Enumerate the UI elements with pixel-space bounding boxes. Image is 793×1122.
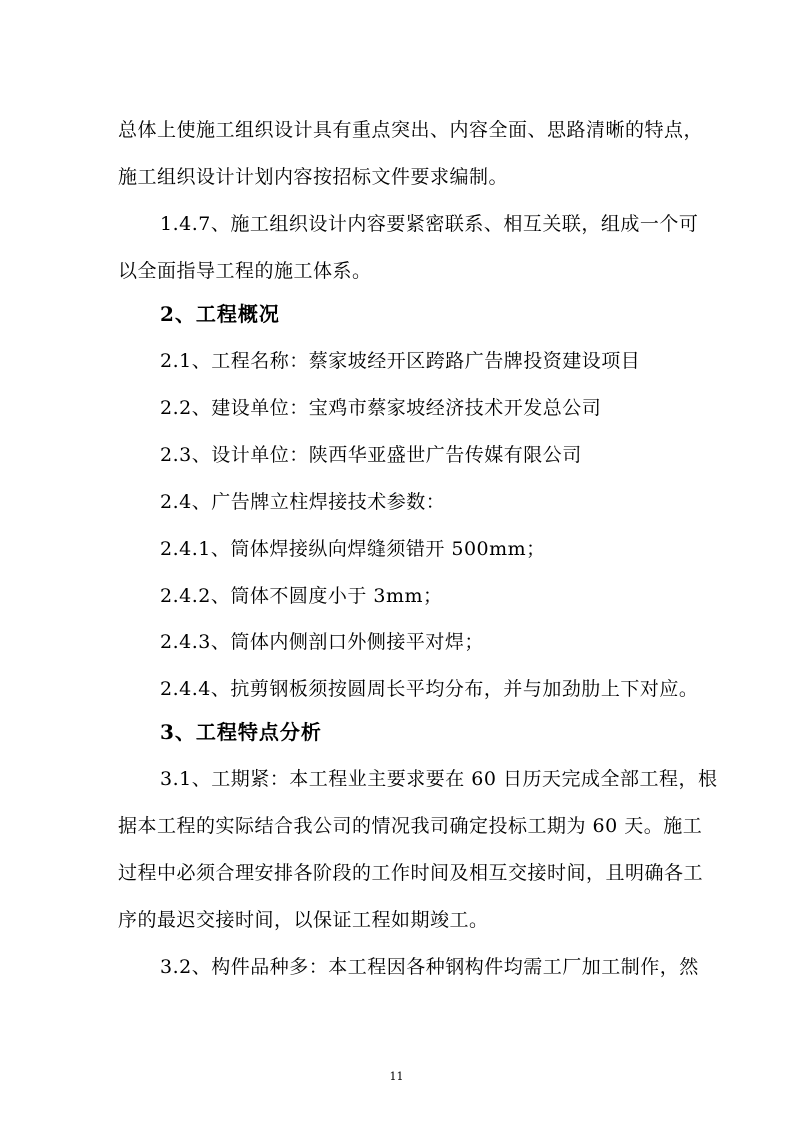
section-heading-2: 2、工程概况 (160, 302, 280, 326)
paragraph-line: 施工组织设计计划内容按招标文件要求编制。 (118, 166, 509, 188)
paragraph-line: 2.4、广告牌立柱焊接技术参数： (160, 491, 446, 513)
paragraph-line: 2.1、工程名称：蔡家坡经开区跨路广告牌投资建设项目 (160, 350, 641, 372)
section-heading-3: 3、工程特点分析 (160, 720, 322, 744)
paragraph-line: 2.4.1、筒体焊接纵向焊缝须错开 500mm； (160, 538, 546, 560)
paragraph-line: 2.4.4、抗剪钢板须按圆周长平均分布，并与加劲肋上下对应。 (160, 678, 699, 700)
paragraph-line: 总体上使施工组织设计具有重点突出、内容全面、思路清晰的特点， (118, 119, 704, 141)
paragraph-line: 3.1、工期紧：本工程业主要求要在 60 日历天完成全部工程，根 (160, 768, 718, 790)
paragraph-line: 2.4.2、筒体不圆度小于 3mm； (160, 585, 443, 607)
paragraph-line: 2.4.3、筒体内侧剖口外侧接平对焊； (160, 631, 484, 653)
paragraph-line: 序的最迟交接时间，以保证工程如期竣工。 (118, 909, 489, 931)
paragraph-line: 2.3、设计单位：陕西华亚盛世广告传媒有限公司 (160, 444, 582, 466)
paragraph-line: 过程中必须合理安排各阶段的工作时间及相互交接时间，且明确各工 (118, 862, 704, 884)
paragraph-line: 2.2、建设单位：宝鸡市蔡家坡经济技术开发总公司 (160, 397, 602, 419)
paragraph-line: 1.4.7、施工组织设计内容要紧密联系、相互关联，组成一个可 (160, 213, 699, 235)
paragraph-line: 以全面指导工程的施工体系。 (118, 260, 372, 282)
paragraph-line: 3.2、构件品种多：本工程因各种钢构件均需工厂加工制作，然 (160, 956, 699, 978)
paragraph-line: 据本工程的实际结合我公司的情况我司确定投标工期为 60 天。施工 (118, 815, 703, 837)
page-number: 11 (389, 1070, 404, 1083)
